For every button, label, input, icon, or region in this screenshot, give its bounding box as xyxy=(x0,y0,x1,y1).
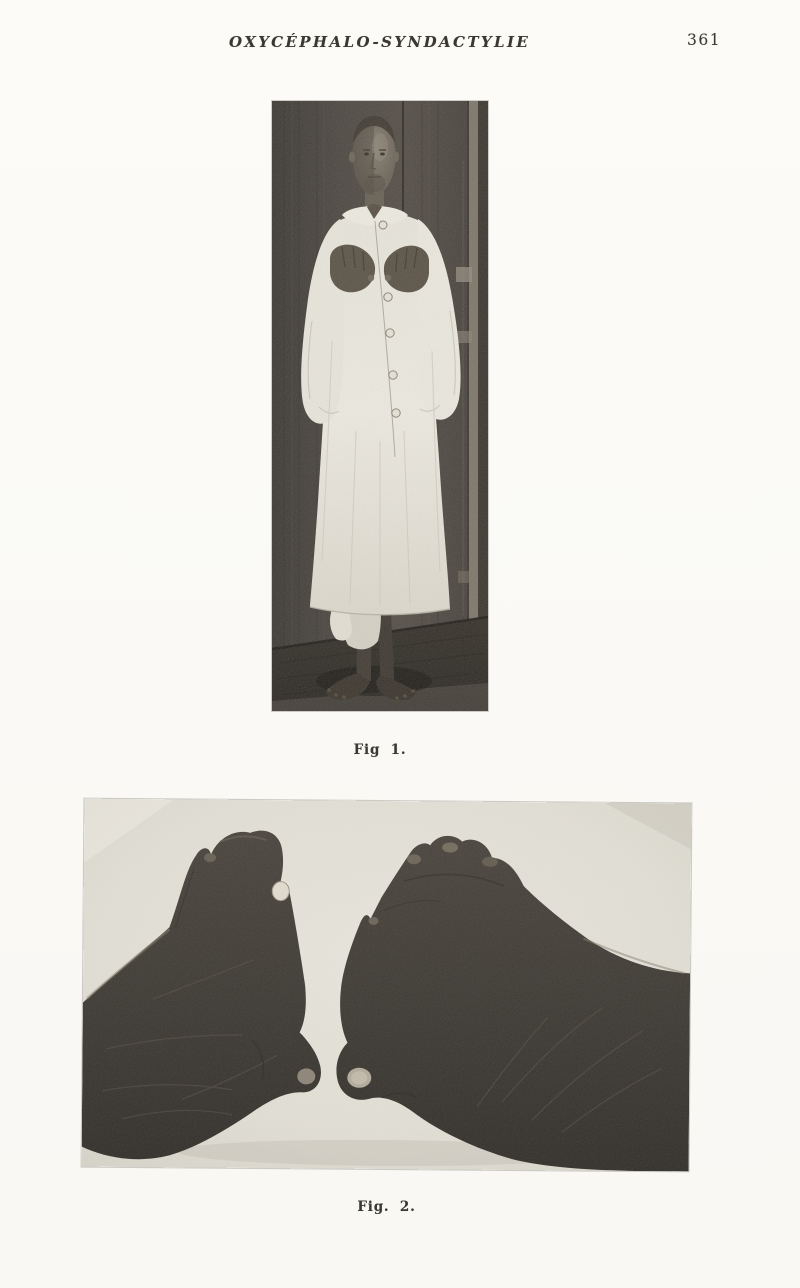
figure-1-caption: Fig 1. xyxy=(353,742,407,758)
figure-2-photo xyxy=(82,799,692,1172)
figure-2-caption: Fig. 2. xyxy=(357,1199,416,1215)
running-title: OXYCÉPHALO-SYNDACTYLIE xyxy=(229,33,531,51)
figure-1-photo xyxy=(272,101,488,711)
page-number: 361 xyxy=(687,31,722,49)
